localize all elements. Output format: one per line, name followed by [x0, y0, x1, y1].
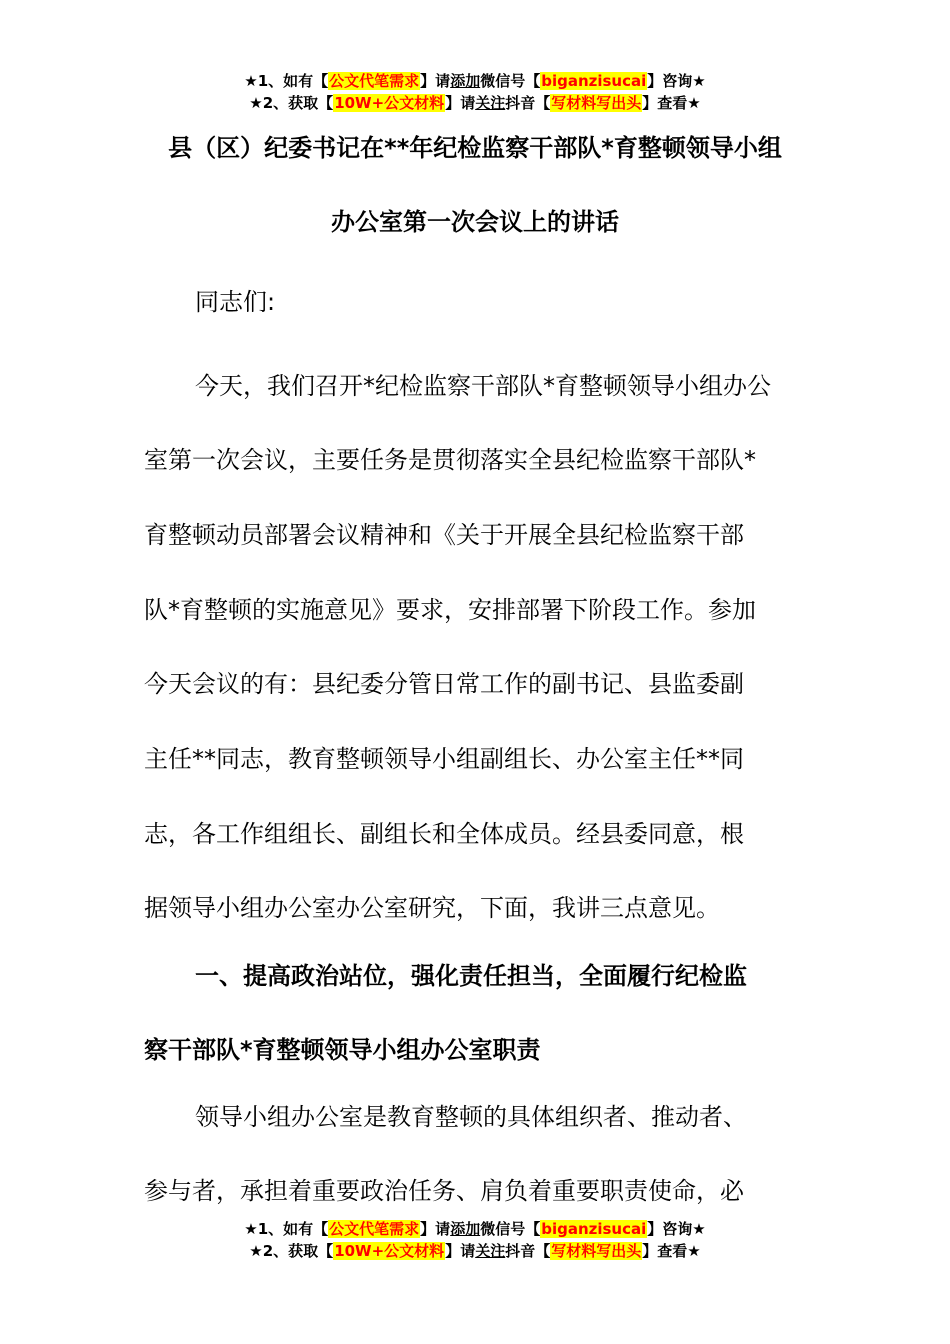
- body-line: 志，各工作组组长、副组长和全体成员。经县委同意，根: [144, 820, 744, 848]
- promo-highlight: 写材料写出头: [551, 94, 642, 112]
- body-line: 参与者，承担着重要政治任务、肩负着重要职责使命，必: [144, 1177, 744, 1205]
- promo-line-2: [0, 1240, 950, 1262]
- promo-line-1: [0, 1218, 950, 1240]
- promo-highlight: 10W+公文材料: [334, 94, 445, 112]
- promo-text: 】查看★: [642, 1242, 701, 1260]
- promo-text: 微信号【: [480, 72, 541, 90]
- document-title-line-2: 办公室第一次会议上的讲话: [331, 208, 619, 236]
- promo-text: 】请: [445, 94, 476, 112]
- body-line: 室第一次会议，主要任务是贯彻落实全县纪检监察干部队*: [144, 446, 756, 474]
- promo-text: 】查看★: [642, 94, 701, 112]
- section-heading-1-cont: 察干部队*育整顿领导小组办公室职责: [144, 1036, 541, 1064]
- promo-text: 】咨询★: [647, 72, 706, 90]
- promo-text: ★2、获取【: [249, 1242, 334, 1260]
- promo-highlight: 公文代笔需求: [329, 72, 420, 90]
- promo-text: 抖音【: [505, 94, 551, 112]
- top-promo-banner: [0, 70, 950, 114]
- promo-text: ★1、如有【: [244, 72, 329, 90]
- promo-text: 抖音【: [505, 1242, 551, 1260]
- bottom-promo-banner: [0, 1218, 950, 1262]
- promo-text: 】请: [420, 72, 451, 90]
- body-line: 育整顿动员部署会议精神和《关于开展全县纪检监察干部: [144, 521, 744, 549]
- section-heading-1: 一、提高政治站位，强化责任担当，全面履行纪检监: [195, 962, 747, 990]
- body-line: 今天，我们召开*纪检监察干部队*育整顿领导小组办公: [195, 372, 771, 400]
- promo-highlight: biganzisucai: [541, 72, 647, 90]
- promo-underlined: 关注: [475, 1242, 506, 1260]
- promo-line-1: [0, 70, 950, 92]
- salutation: 同志们:: [195, 288, 276, 316]
- body-line: 今天会议的有：县纪委分管日常工作的副书记、县监委副: [144, 670, 744, 698]
- promo-text: 】咨询★: [647, 1220, 706, 1238]
- body-line: 据领导小组办公室办公室研究，下面，我讲三点意见。: [144, 894, 720, 922]
- document-title-line-1: 县（区）纪委书记在**年纪检监察干部队*育整顿领导小组: [168, 134, 782, 162]
- promo-highlight: 公文代笔需求: [329, 1220, 420, 1238]
- promo-highlight: 10W+公文材料: [334, 1242, 445, 1260]
- promo-text: 】请: [420, 1220, 451, 1238]
- promo-underlined: 关注: [475, 94, 506, 112]
- promo-text: 】请: [445, 1242, 476, 1260]
- promo-text: 微信号【: [480, 1220, 541, 1238]
- body-line: 队*育整顿的实施意见》要求，安排部署下阶段工作。参加: [144, 596, 756, 624]
- promo-underlined: 添加: [450, 1220, 481, 1238]
- body-line: 主任**同志，教育整顿领导小组副组长、办公室主任**同: [144, 745, 744, 773]
- body-line: 领导小组办公室是教育整顿的具体组织者、推动者、: [195, 1103, 747, 1131]
- promo-highlight: biganzisucai: [541, 1220, 647, 1238]
- promo-line-2: [0, 92, 950, 114]
- promo-text: ★1、如有【: [244, 1220, 329, 1238]
- promo-highlight: 写材料写出头: [551, 1242, 642, 1260]
- promo-text: ★2、获取【: [249, 94, 334, 112]
- promo-underlined: 添加: [450, 72, 481, 90]
